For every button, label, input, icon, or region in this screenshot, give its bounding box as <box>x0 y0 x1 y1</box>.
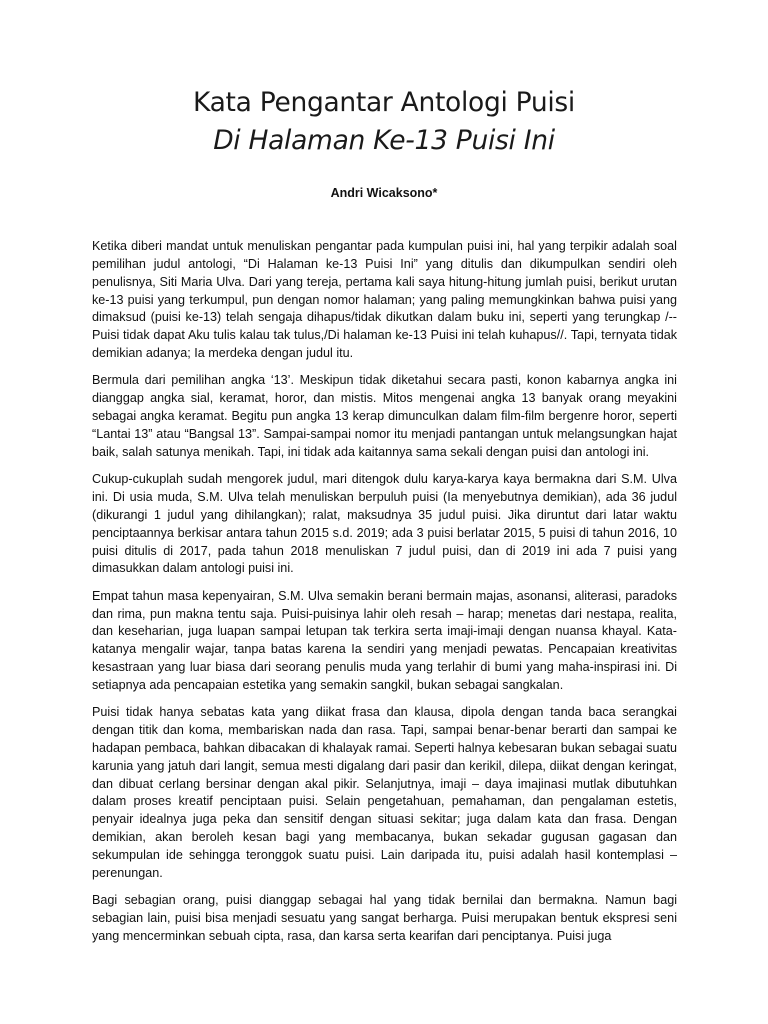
paragraph-2: Bermula dari pemilihan angka ‘13’. Meskipun tidak diketahui secara pasti, konon kabarnya angka ini dianggap angka sial, keramat, horor, dan mistis. Mitos mengenai angka 13 banyak orang meyakini sebagai angka keramat. Begitu pun angka 13 kerap dimunculkan dalam film-film bergenre horor, seperti “Lantai 13” atau “Bangsal 13”. Sampai-sampai nomor itu menjadi pantangan untuk melangsungkan hajat baik, salah satunya menikah. Tapi, ini tidak ada kaitannya sama sekali dengan puisi dan antologi ini. <box>92 373 677 459</box>
title-block <box>0 84 768 160</box>
author-name: Andri Wicaksono* <box>330 186 438 200</box>
page-subtitle: Di Halaman Ke-13 Puisi Ini <box>213 125 555 156</box>
page-title: Kata Pengantar Antologi Puisi <box>193 87 575 118</box>
paragraph-1: Ketika diberi mandat untuk menuliskan pengantar pada kumpulan puisi ini, hal yang terpikir adalah soal pemilihan judul antologi, “Di Halaman ke-13 Puisi Ini” yang ditulis dan dikumpulkan sendiri oleh penulisnya, Siti Maria Ulva. Dari yang tereja, pertama kali saya hitung-hitung jumlah puisi, berikut urutan ke-13 puisi yang terkumpul, pun dengan nomor halaman; yang paling memungkinkan bahwa puisi yang dimaksud (puisi ke-13) telah sengaja dihapus/tidak dikutkan dalam buku ini, seperti yang terungkap /--Puisi tidak dapat Aku tulis kalau tak tulus,/Di halaman ke-13 Puisi ini telah kuhapus//. Tapi, ternyata tidak demikian adanya; Ia merdeka dengan judul itu. <box>92 239 677 361</box>
paragraph-3: Cukup-cukuplah sudah mengorek judul, mari ditengok dulu karya-karya kaya bermakna dari S.M. Ulva ini. Di usia muda, S.M. Ulva telah menuliskan berpuluh puisi (Ia menyebutnya demikian), ada 36 judul (dikurangi 1 judul yang dihilangkan); ralat, maksudnya 35 judul puisi. Jika diruntut dari latar waktu penciptaannya berkisar antara tahun 2015 s.d. 2019; ada 3 puisi berlatar 2015, 5 puisi di tahun 2016, 10 puisi ditulis di 2017, pada tahun 2018 menuliskan 7 judul puisi, dan di 2019 ini ada 7 puisi yang dimasukkan dalam antologi puisi ini. <box>92 472 677 576</box>
paragraph-5: Puisi tidak hanya sebatas kata yang diikat frasa dan klausa, dipola dengan tanda baca serangkai dengan titik dan koma, membariskan nada dan rasa. Tapi, sampai benar-benar berarti dan sampai ke hadapan pembaca, bahkan dibacakan di khalayak ramai. Seperti halnya kebesaran bukan sebagai suatu karunia yang jatuh dari langit, semua mesti digalang dari pasir dan kerikil, dilepa, diikat dengan keringat, dan dibuat cerlang bersinar dengan akal pikir. Selanjutnya, imaji – daya imajinasi mutlak dibutuhkan dalam proses kreatif penciptaan puisi. Selain pengetahuan, pemahaman, dan pengalaman estetis, penyair idealnya juga peka dan sensitif dengan situasi sekitar; juga dalam kata dan frasa. Dengan demikian, akan beroleh kesan bagi yang membacanya, bukan sekadar gugusan gagasan dan sekumpulan ide sehingga teronggok suatu puisi. Lain daripada itu, puisi adalah hasil kontemplasi – perenungan. <box>92 705 677 880</box>
body-text <box>92 238 677 955</box>
paragraph-6: Bagi sebagian orang, puisi dianggap sebagai hal yang tidak bernilai dan bermakna. Namun bagi sebagian lain, puisi bisa menjadi sesuatu yang sangat berharga. Puisi merupakan bentuk ekspresi seni yang mencerminkan sebuah cipta, rasa, dan karsa serta kearifan dari penciptanya. Puisi juga <box>92 893 677 943</box>
paragraph-4: Empat tahun masa kepenyairan, S.M. Ulva semakin berani bermain majas, asonansi, aliterasi, paradoks dan rima, pun makna tentu saja. Puisi-puisinya lahir oleh resah – harap; menetas dari nestapa, realita, dan keseharian, juga luapan sampai letupan tak terkira serta imaji-imaji dengan nuansa khayal. Kata-katanya mengalir wajar, tanpa batas karena Ia sendiri yang menjadi pewatas. Pencapaian kreativitas kesastraan yang luar biasa dari seorang penulis muda yang terlahir di bumi yang maha-inspirasi ini. Di setiapnya ada pencapaian estetika yang semakin sangkil, bukan sebagai sangkalan. <box>92 588 677 692</box>
